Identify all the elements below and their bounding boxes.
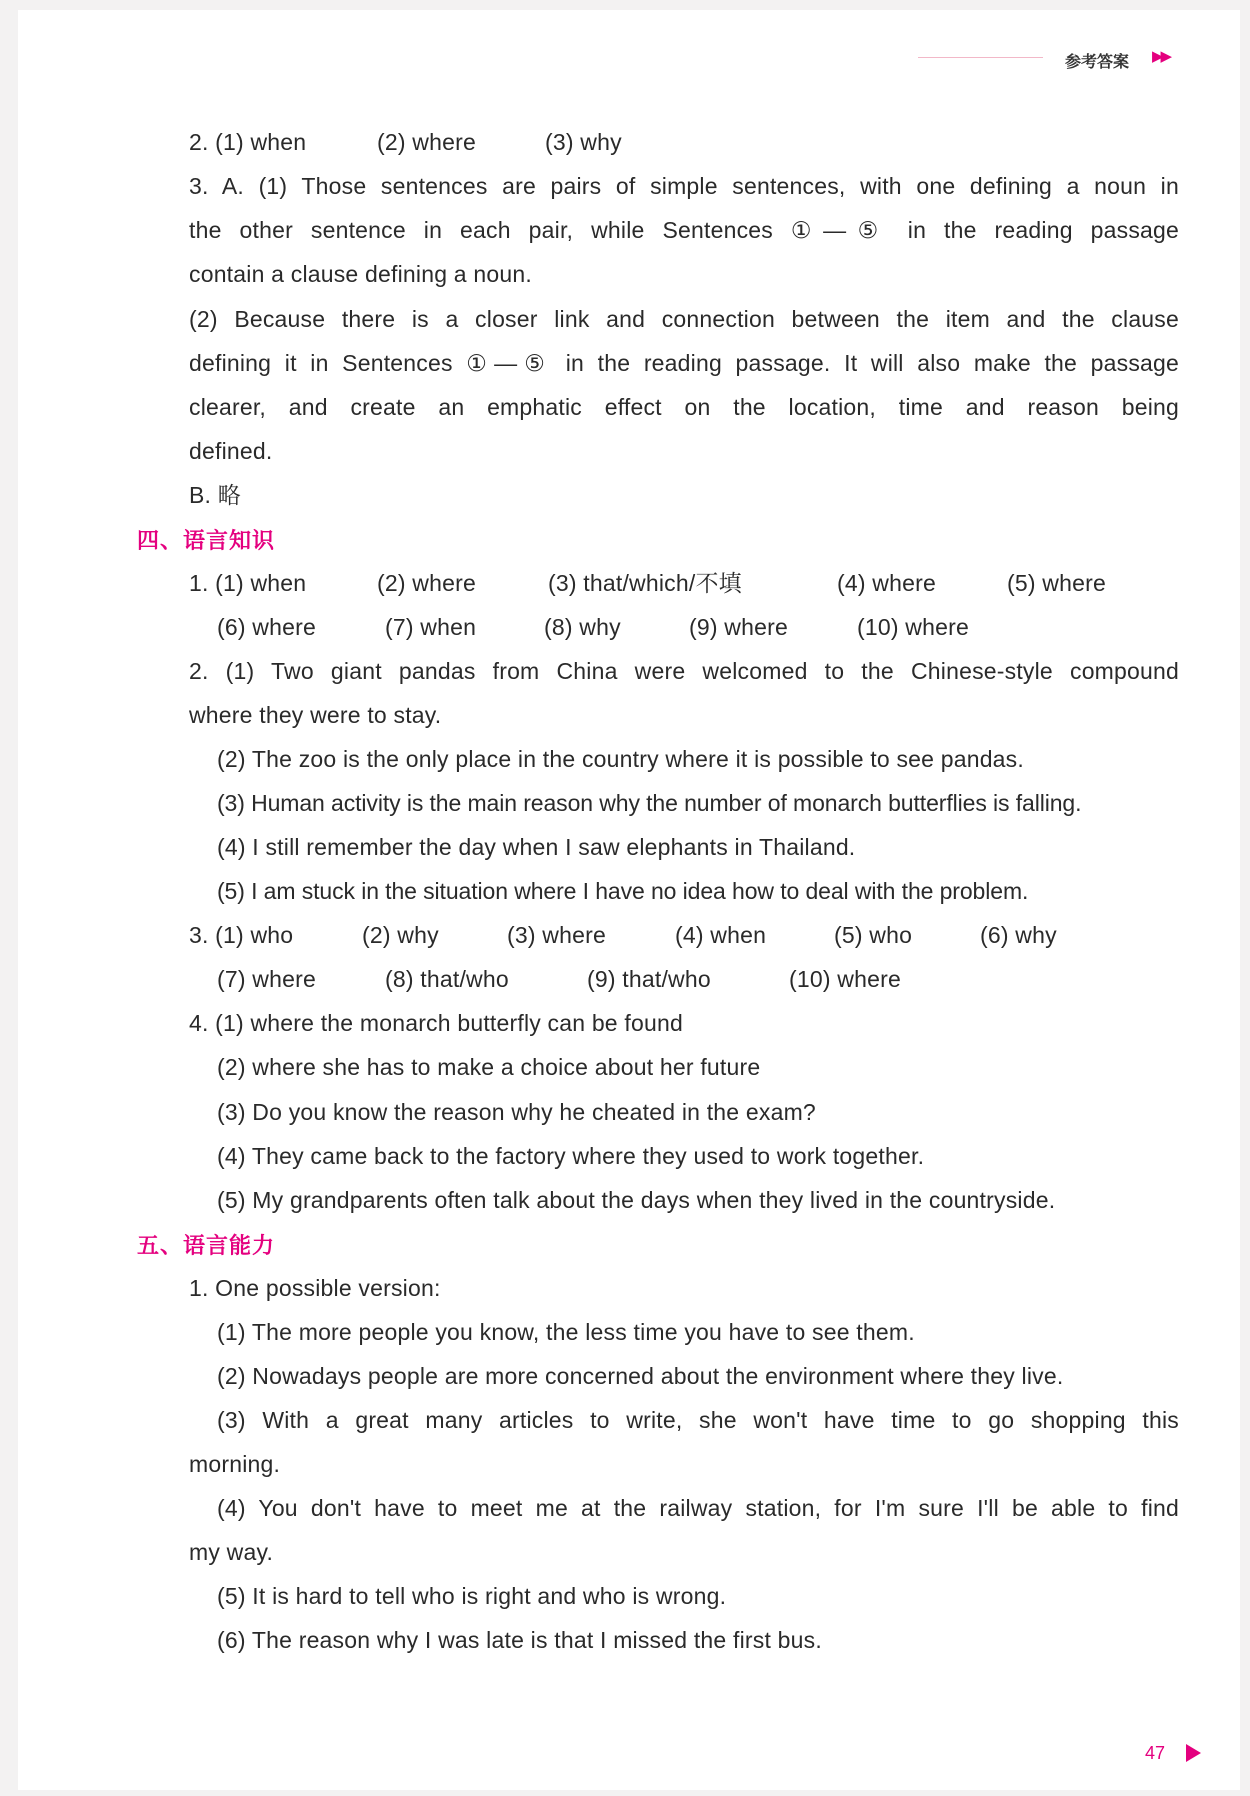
s5-q1-line: (6) The reason why I was late is that I missed the first bus. [217,1627,822,1653]
header-label: 参考答案 [1065,54,1130,71]
answer-cell: (3) where [507,922,606,948]
answer-cell: (10) where [857,614,969,640]
s5-q1-line: morning. [189,1451,281,1477]
s4-q2-line: 2. (1) Two giant pandas from China were welcomed to the Chinese-style compound [189,658,1179,684]
s3-q3-line: 3. A. (1) Those sentences are pairs of simple sentences, with one defining a noun in [189,173,1179,199]
answer-cell: (3) why [545,129,622,155]
s5-q1-line: (5) It is hard to tell who is right and who is wrong. [217,1583,727,1609]
s5-q1-line: (2) Nowadays people are more concerned about the environment where they live. [217,1363,1064,1389]
answer-cell: (6) why [980,922,1057,948]
s4-q4-line: (4) They came back to the factory where they used to work together. [217,1143,925,1169]
answer-cell: (8) why [544,614,621,640]
answer-cell: (3) that/which/不填 [548,570,742,596]
answer-cell: (9) where [689,614,788,640]
page-number: 47 [1145,1743,1166,1763]
answer-cell: (8) that/who [385,966,509,992]
s3-q3-line: defined. [189,438,273,464]
section4-title: 四、语言知识 [137,528,276,553]
s4-q4-line: (2) where she has to make a choice about her future [217,1054,761,1080]
s5-q1-line: (4) You don't have to meet me at the railway station, for I'm sure I'll be able to find [217,1495,1179,1521]
answer-cell: (9) that/who [587,966,711,992]
s3-q2 [189,127,1179,157]
answer-cell: 3. (1) who [189,922,294,948]
answer-cell: (5) who [834,922,913,948]
answer-cell: (7) where [217,966,316,992]
answer-cell: (2) where [377,129,476,155]
answer-cell: 2. (1) when [189,129,307,155]
s3-q3-line: the other sentence in each pair, while Sentences ①—⑤ in the reading passage [189,217,1179,243]
s4-q4-line: (5) My grandparents often talk about the days when they lived in the countryside. [217,1187,1056,1213]
next-arrow-icon [1186,1744,1201,1762]
s4-q4-line: (3) Do you know the reason why he cheated in the exam? [217,1099,816,1125]
s4-q1-row1 [189,568,1179,598]
section5-title: 五、语言能力 [137,1233,276,1258]
s3-q3-line: (2) Because there is a closer link and connection between the item and the clause [189,306,1179,332]
answer-cell: (10) where [789,966,901,992]
s3-q3-line: defining it in Sentences ①—⑤ in the reading passage. It will also make the passage [189,350,1179,376]
s3-q3-line: contain a clause defining a noun. [189,261,532,287]
answer-cell: (7) when [385,614,477,640]
answer-cell: (4) when [675,922,767,948]
s5-q1-line: my way. [189,1539,274,1565]
s5-q1-line: 1. One possible version: [189,1275,441,1301]
answer-cell: (5) where [1007,570,1106,596]
s4-q2-line: (5) I am stuck in the situation where I have no idea how to deal with the problem. [217,878,1029,904]
s4-q1-row2 [217,612,1179,642]
s5-q1-line: (3) With a great many articles to write, she won't have time to go shopping this [217,1407,1179,1433]
answer-cell: (4) where [837,570,936,596]
s4-q2-line: (2) The zoo is the only place in the country where it is possible to see pandas. [217,746,1024,772]
s4-q3-row2 [217,964,1179,994]
answer-cell: (2) why [362,922,439,948]
header-arrows-icon: ▶▶ [1152,48,1170,65]
header-rule [918,57,1043,58]
s4-q3-row1 [189,920,1179,950]
s3-q3-line: B. 略 [189,482,241,508]
s4-q4-line: 4. (1) where the monarch butterfly can be found [189,1010,683,1036]
s3-q3-line: clearer, and create an emphatic effect on the location, time and reason being [189,394,1179,420]
answer-cell: 1. (1) when [189,570,307,596]
answer-cell: (2) where [377,570,476,596]
s5-q1-line: (1) The more people you know, the less time you have to see them. [217,1319,915,1345]
s4-q2-line: (3) Human activity is the main reason why the number of monarch butterflies is falling. [217,790,1082,816]
answer-cell: (6) where [217,614,316,640]
s4-q2-line: where they were to stay. [189,702,442,728]
s4-q2-line: (4) I still remember the day when I saw elephants in Thailand. [217,834,856,860]
